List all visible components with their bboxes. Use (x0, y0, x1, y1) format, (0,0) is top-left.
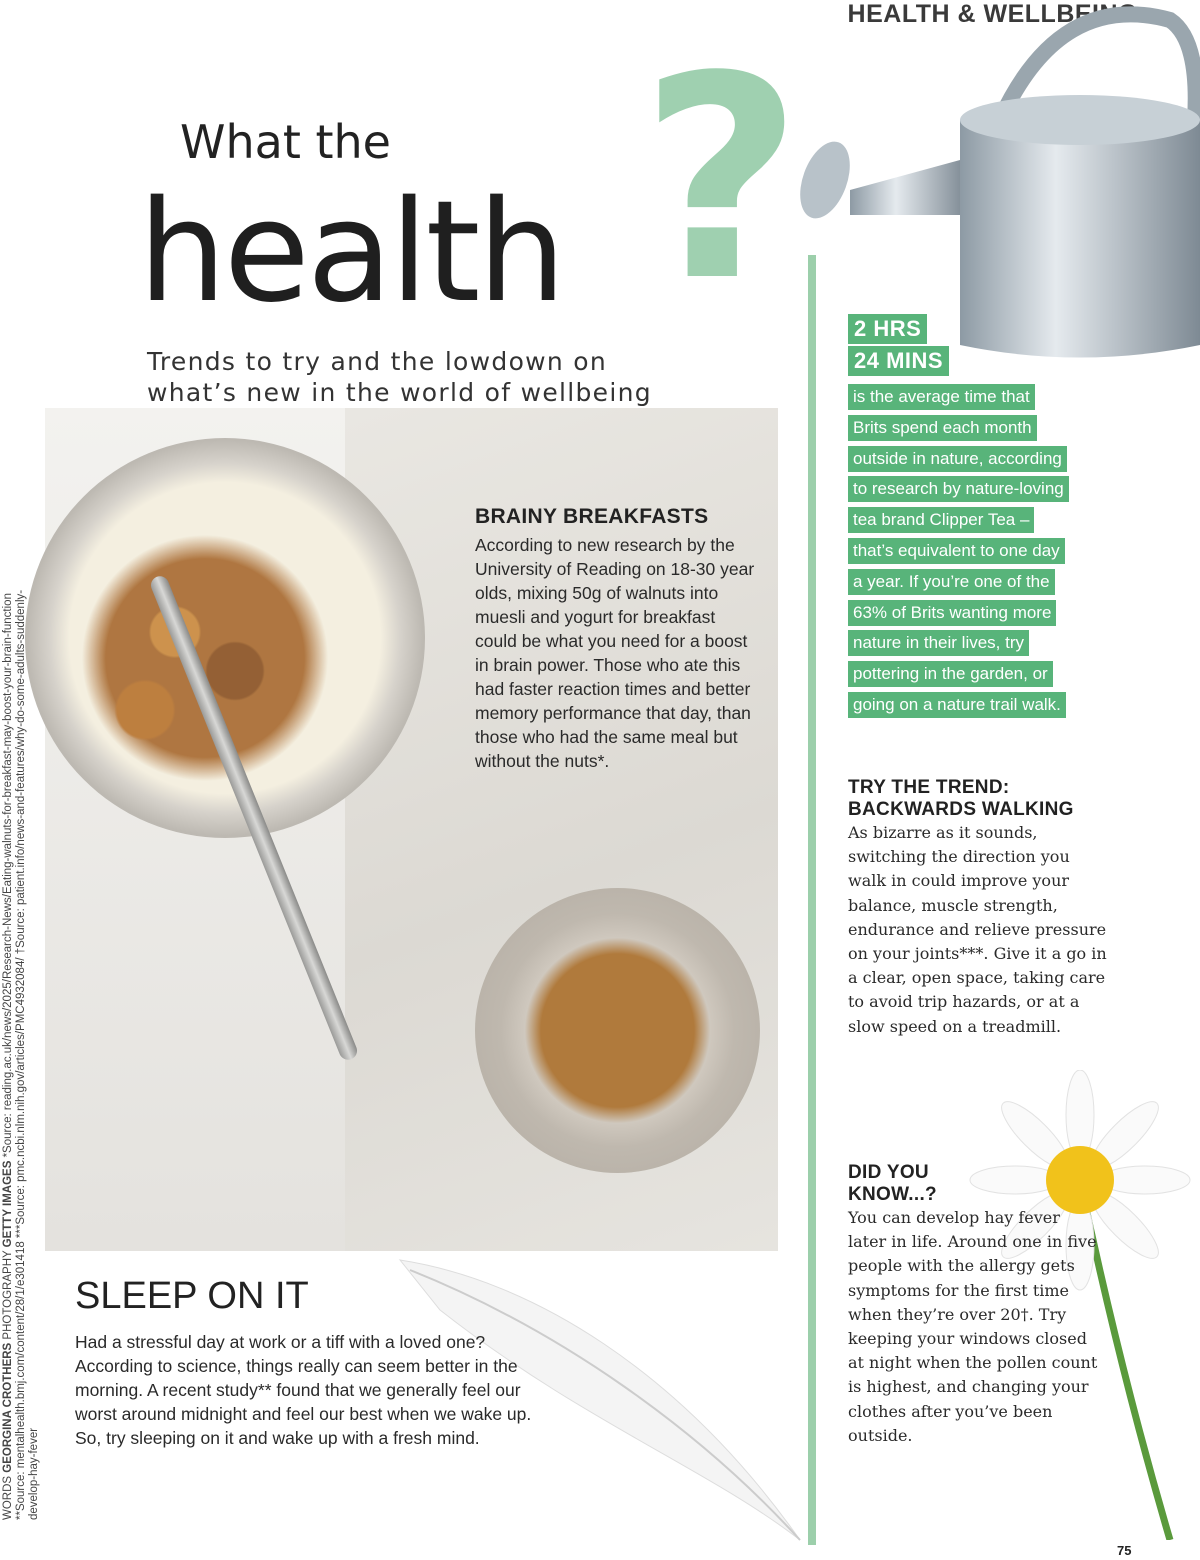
stat-line: nature in their lives, try (848, 630, 1029, 656)
trend-heading-2: BACKWARDS WALKING (848, 799, 1074, 820)
walnut-dish (475, 888, 760, 1173)
subtitle (147, 346, 652, 408)
title-line2: health (138, 171, 564, 334)
stat-big-2: 24 MINS (848, 346, 949, 376)
photo-label: PHOTOGRAPHY (2, 1250, 14, 1340)
page-number: 75 (1117, 1543, 1132, 1558)
credits (2, 560, 41, 1520)
sleep-on-it-article (75, 1275, 555, 1450)
green-divider (808, 255, 816, 1545)
stat-line: pottering in the garden, or (848, 661, 1053, 687)
trend-body: As bizarre as it sounds, switching the direction you walk in could improve your balance, muscle strength, endurance and relieve pressure on your joints***. Give it a go in a clear, open space, taking care to avoid trip hazards, or at a slow speed on a treadmill. (848, 823, 1107, 1036)
subtitle-line2: what’s new in the world of wellbeing (147, 378, 652, 407)
stat-line: that’s equivalent to one day (848, 538, 1065, 564)
nature-stat-box (848, 314, 1069, 723)
watering-can-image (790, 0, 1200, 360)
backwards-walking-article (848, 777, 1108, 1039)
photo-credit: GETTY IMAGES (2, 1160, 14, 1248)
stat-line: outside in nature, according (848, 446, 1067, 472)
brainy-body: According to new research by the University of Reading on 18-30 year olds, mixing 50g of walnuts into muesli and yogurt for breakfast could be what you need for a boost in brain power. Those who ate this had faster reaction times and better memory performance that day, than those who had the same meal but without the nuts*. (475, 535, 755, 771)
stat-line: Brits spend each month (848, 415, 1037, 441)
subtitle-line1: Trends to try and the lowdown on (147, 347, 608, 376)
know-body: You can develop hay fever later in life. Around one in five people with the allergy gets symptoms for the first time when they’re over 20†. Try keeping your windows closed at night when the pollen count is highest, and changing your clothes after you’ve been outside. (848, 1208, 1098, 1445)
words-label: WORDS (2, 1475, 14, 1520)
stat-line: is the average time that (848, 384, 1035, 410)
stat-line: going on a nature trail walk. (848, 692, 1066, 718)
sleep-body: Had a stressful day at work or a tiff with a loved one? According to science, things really can seem better in the morning. A recent study** found that we generally feel our worst around midnight and feel our best when we wake up. So, try sleeping on it and wake up with a fresh mind. (75, 1332, 532, 1448)
words-credit: GEORGINA CROTHERS (2, 1342, 14, 1473)
know-heading-1: DID YOU (848, 1162, 929, 1183)
stat-line: to research by nature-loving (848, 476, 1069, 502)
know-heading-2: KNOW...? (848, 1184, 937, 1205)
brainy-heading: BRAINY BREAKFASTS (475, 505, 709, 528)
sources: *Source: reading.ac.uk/news/2025/Research-News/Eating-walnuts-for-breakfast-may-boost-your-brain-function **Source: mentalhealth.bmj.com/content/28/1/e301418 ***Source: pmc.ncbi.nlm.nih.gov/articles/PMC4932084/ †Source: patient.info/news-and-features/why-do-some-adults-suddenly-develop-hay-fever (2, 589, 40, 1520)
sleep-heading: SLEEP ON IT (75, 1275, 309, 1317)
brainy-breakfasts-article (475, 505, 755, 773)
stat-line: 63% of Brits wanting more (848, 600, 1056, 626)
did-you-know-article (848, 1162, 1098, 1448)
trend-heading-1: TRY THE TREND: (848, 777, 1010, 798)
granola (55, 528, 355, 788)
question-mark: ? (640, 17, 803, 343)
stat-big-1: 2 HRS (848, 314, 927, 344)
stat-line: tea brand Clipper Tea – (848, 507, 1034, 533)
section-label: HEALTH & WELLBEING (847, 0, 1138, 28)
stat-line: a year. If you’re one of the (848, 569, 1055, 595)
title-line1: What the (180, 115, 391, 169)
